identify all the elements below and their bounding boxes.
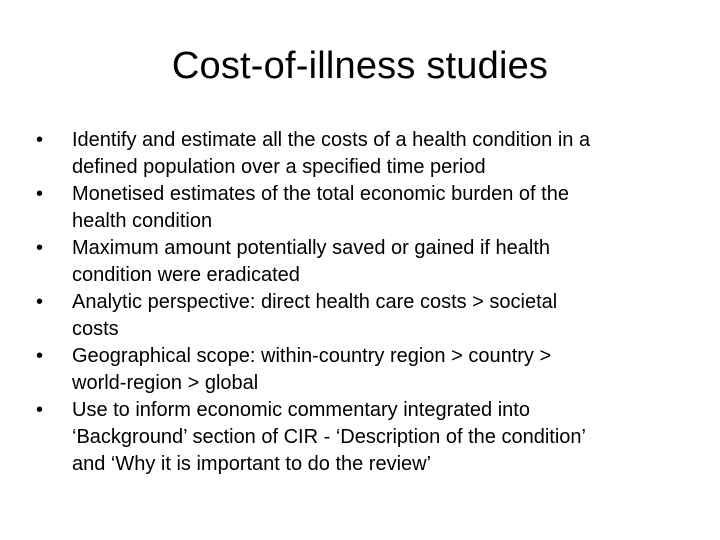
bullet-text-line: Analytic perspective: direct health care costs > societal (72, 291, 558, 313)
bullet-item (36, 343, 684, 397)
bullet-icon: • (36, 345, 44, 367)
bullet-item (36, 181, 684, 235)
bullet-item (36, 235, 684, 289)
bullet-icon: • (36, 237, 44, 259)
bullet-text-line: defined population over a specified time period (72, 156, 486, 178)
bullet-text-line: condition were eradicated (72, 264, 300, 286)
slide-title: Cost-of-illness studies (171, 45, 549, 87)
bullet-text-line: Geographical scope: within-country region > country > (72, 345, 552, 367)
bullet-icon: • (36, 291, 44, 313)
bullet-item (36, 289, 684, 343)
bullet-text-line: costs (72, 318, 119, 340)
bullet-text-line: ‘Background’ section of CIR - ‘Description of the condition’ (72, 426, 586, 448)
bullet-text-line: world-region > global (72, 372, 259, 394)
bullet-list (36, 127, 684, 478)
bullet-item (36, 397, 684, 478)
bullet-text-line: health condition (72, 210, 213, 232)
bullet-icon: • (36, 399, 44, 421)
bullet-icon: • (36, 129, 44, 151)
bullet-text-line: Maximum amount potentially saved or gained if health (72, 237, 551, 259)
bullet-text-line: and ‘Why it is important to do the review’ (72, 453, 432, 475)
bullet-icon: • (36, 183, 44, 205)
bullet-text-line: Identify and estimate all the costs of a health condition in a (72, 129, 591, 151)
bullet-text-line: Monetised estimates of the total economic burden of the (72, 183, 569, 205)
bullet-item (36, 127, 684, 181)
bullet-text-line: Use to inform economic commentary integrated into (72, 399, 530, 421)
